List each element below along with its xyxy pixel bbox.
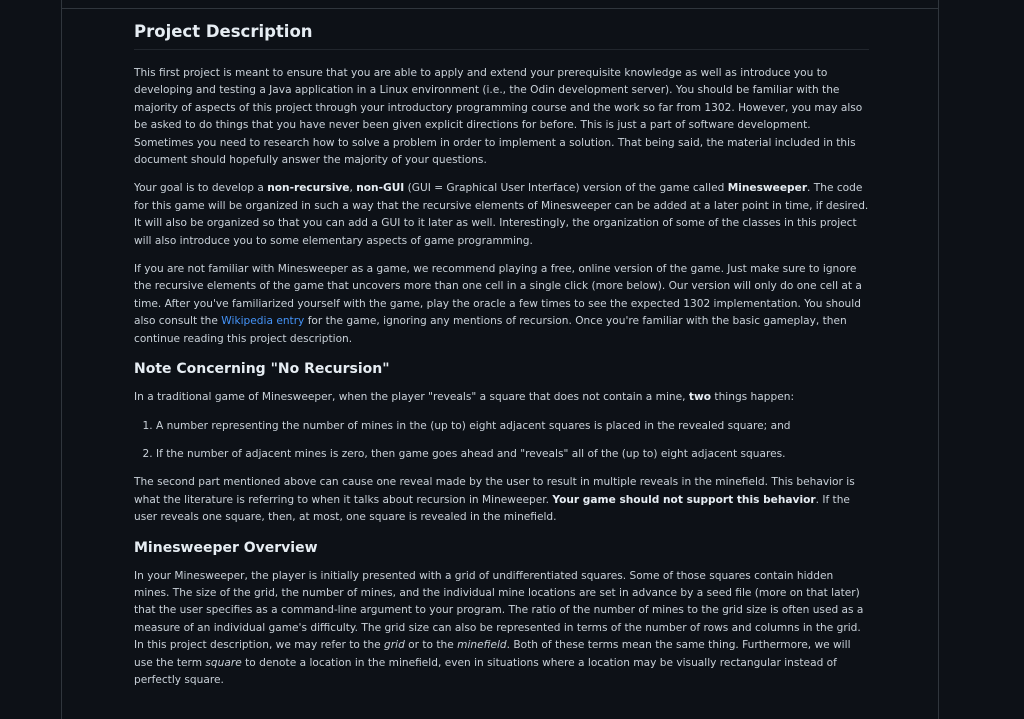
bold-text: Minesweeper [727, 182, 808, 195]
bold-text: two [688, 391, 712, 404]
text: Your goal is to develop a [134, 182, 268, 195]
italic-text: grid [384, 639, 405, 652]
text: In your Minesweeper, the player is initially presented with a grid of undifferentiated squares. Some of those squares contain hidden mines. The size of the grid, the number of mines, and the individual mine locations are set in advance by a seed file (more on that later) that the user specifies as a command-line argument to your program. The ratio of the number of mines to the grid size is often used as a measure of an individual game's difficulty. The grid size can also be represented in terms of the number of rows and columns in the grid. In this project description, we may refer to the [134, 569, 864, 652]
paragraph-goal [134, 180, 869, 250]
paragraph-traditional [134, 389, 869, 406]
text: for the game, ignoring any mentions of recursion. Once you're familiar with the basic gameplay, then continue reading this project description. [134, 315, 847, 345]
list-item: 2. If the number of adjacent mines is zero, then game goes ahead and "reveals" all of the (up to) eight adjacent squares. [156, 446, 869, 463]
text: (GUI = Graphical User Interface) version of the game called [404, 182, 728, 195]
heading-minesweeper-overview: Minesweeper Overview [134, 539, 318, 556]
bold-text: Your game should not support this behavior [552, 493, 816, 506]
paragraph-intro: This first project is meant to ensure that you are able to apply and extend your prerequisite knowledge as well as introduce you to developing and testing a Java application in a Linux environment (i.e., the Odin development server). You should be familiar with the majority of aspects of this project through your introductory programming course and the work so far from 1302. However, you may also be asked to do things that you have never been given explicit directions for before. This is just a part of software development. Sometimes you need to research how to solve a problem in order to implement a solution. That being said, the material included in this document should hopefully answer the majority of your questions. [134, 67, 863, 167]
text: things happen: [711, 391, 795, 404]
document-content [134, 22, 869, 700]
bold-text: non-GUI [356, 182, 405, 195]
italic-text: square [205, 656, 242, 669]
paragraph-overview [134, 568, 869, 690]
text: In a traditional game of Minesweeper, when the player "reveals" a square that does not contain a mine, [134, 391, 689, 404]
wikipedia-link[interactable]: Wikipedia entry [221, 315, 305, 328]
paragraph-second-part [134, 474, 869, 526]
text: to denote a location in the minefield, even in situations where a location may be visually rectangular instead of perfectly square. [134, 656, 837, 686]
text: If you are not familiar with Minesweeper as a game, we recommend playing a free, online version of the game. Just make sure to ignore the recursive elements of the game that uncovers more than one cell in a single click (more below). Our version will only do one cell at a time. After you've familiarized yourself with the game, play the oracle a few times to see the expected 1302 implementation. You should also consult the [134, 263, 862, 328]
text: , [349, 182, 357, 195]
text: or to the [404, 639, 458, 652]
list-item: 1. A number representing the number of mines in the (up to) eight adjacent squares is placed in the revealed square; and [156, 418, 869, 435]
heading-no-recursion: Note Concerning "No Recursion" [134, 361, 390, 378]
paragraph-familiar [134, 261, 869, 348]
text: . Both of these terms mean the same thing. Furthermore, we will use the term [134, 639, 851, 669]
text: . The code for this game will be organized in such a way that the recursive elements of Minesweeper can be added at a later point in time, if desired. It will also be organized so that you can add a GUI to it later as well. Interestingly, the organization of some of the classes in this project will also introduce you to some elementary aspects of game programming. [134, 182, 869, 247]
bold-text: non-recursive [267, 182, 350, 195]
italic-text: minefield [457, 639, 507, 652]
heading-project-description: Project Description [134, 22, 869, 50]
reveal-steps-list [134, 418, 869, 464]
top-bar [62, 0, 938, 9]
text: The second part mentioned above can cause one reveal made by the user to result in multiple reveals in the minefield. This behavior is what the literature is referring to when it talks about recursion in Mineweeper. [134, 476, 855, 506]
text: . If the user reveals one square, then, at most, one square is revealed in the minefield. [134, 493, 850, 524]
document-page [61, 0, 939, 719]
